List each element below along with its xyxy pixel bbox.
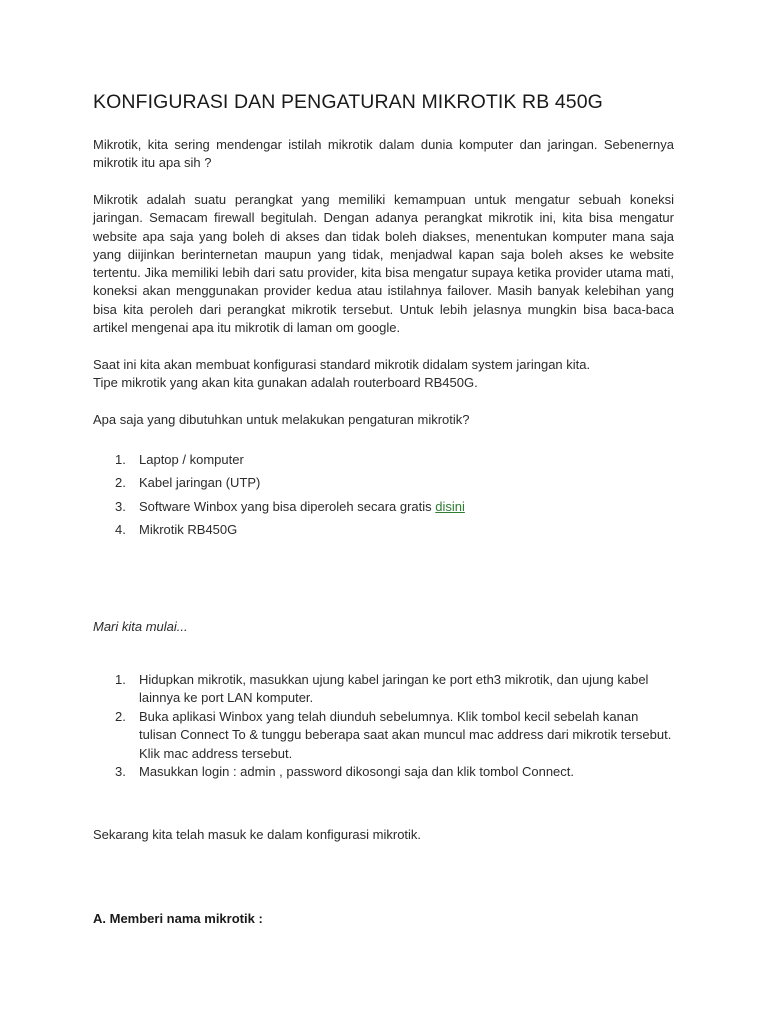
list-item-text: Hidupkan mikrotik, masukkan ujung kabel jaringan ke port eth3 mikrotik, dan ujung kabel lainnya ke port LAN komputer. bbox=[139, 672, 649, 706]
section-heading-a: A. Memberi nama mikrotik : bbox=[93, 911, 263, 926]
list-item bbox=[93, 521, 465, 539]
requirements-list bbox=[93, 451, 465, 545]
list-item-text: Buka aplikasi Winbox yang telah diunduh sebelumnya. Klik tombol kecil sebelah kanan tulisan Connect To & tunggu beberapa saat akan muncul mac address dari mikrotik tersebut. Klik mac address tersebut. bbox=[139, 708, 672, 761]
list-item-text: Kabel jaringan (UTP) bbox=[139, 475, 261, 491]
list-item-text: Mikrotik RB450G bbox=[139, 522, 238, 538]
requirements-question: Apa saja yang dibutuhkan untuk melakukan pengaturan mikrotik? bbox=[93, 412, 470, 427]
list-number: 1. bbox=[115, 672, 126, 687]
list-item bbox=[93, 474, 465, 492]
list-number: 3. bbox=[115, 764, 126, 780]
list-number: 1. bbox=[115, 452, 126, 467]
definition-paragraph: Mikrotik adalah suatu perangkat yang memiliki kemampuan untuk mengatur sebuah koneksi jaringan. Semacam firewall begitulah. Dengan adanya perangkat mikrotik ini, kita bisa mengatur website apa saja yang boleh di akses dan tidak boleh diakses, menentukan komputer mana saja yang diijinkan berinternetan maupun yang tidak, menjadwal kapan saja boleh akses ke website tertentu. Jika memiliki lebih dari satu provider, kita bisa mengatur supaya ketika provider utama mati, koneksi akan menggunakan provider kedua atau istilahnya failover. Masih banyak kelebihan yang bisa kita peroleh dari perangkat mikrotik tersebut. Untuk lebih jelasnya mungkin bisa baca-baca artikel mengenai apa itu mikrotik di laman om google. bbox=[93, 192, 674, 336]
list-number: 2. bbox=[115, 475, 126, 491]
page-title: KONFIGURASI DAN PENGATURAN MIKROTIK RB 450G bbox=[93, 91, 603, 113]
list-item bbox=[93, 498, 465, 516]
list-number: 4. bbox=[115, 522, 126, 538]
list-item bbox=[93, 671, 674, 708]
plan-line-2: Tipe mikrotik yang akan kita gunakan adalah routerboard RB450G. bbox=[93, 375, 478, 390]
start-text: Mari kita mulai... bbox=[93, 619, 188, 634]
list-item bbox=[93, 451, 465, 469]
list-number: 2. bbox=[115, 708, 126, 724]
list-item-text: Laptop / komputer bbox=[139, 452, 244, 467]
list-number: 3. bbox=[115, 498, 126, 514]
list-item bbox=[93, 763, 674, 781]
winbox-download-link[interactable]: disini bbox=[435, 498, 465, 514]
list-item-text: Masukkan login : admin , password dikosongi saja dan klik tombol Connect. bbox=[139, 764, 575, 780]
list-item bbox=[93, 708, 674, 763]
list-item-text: Software Winbox yang bisa diperoleh secara gratis bbox=[139, 498, 436, 514]
plan-line-1: Saat ini kita akan membuat konfigurasi standard mikrotik didalam system jaringan kita. bbox=[93, 357, 591, 372]
intro-paragraph: Mikrotik, kita sering mendengar istilah mikrotik dalam dunia komputer dan jaringan. Sebenernya mikrotik itu apa sih ? bbox=[93, 137, 674, 171]
steps-list bbox=[93, 671, 674, 781]
after-login-text: Sekarang kita telah masuk ke dalam konfigurasi mikrotik. bbox=[93, 827, 422, 842]
